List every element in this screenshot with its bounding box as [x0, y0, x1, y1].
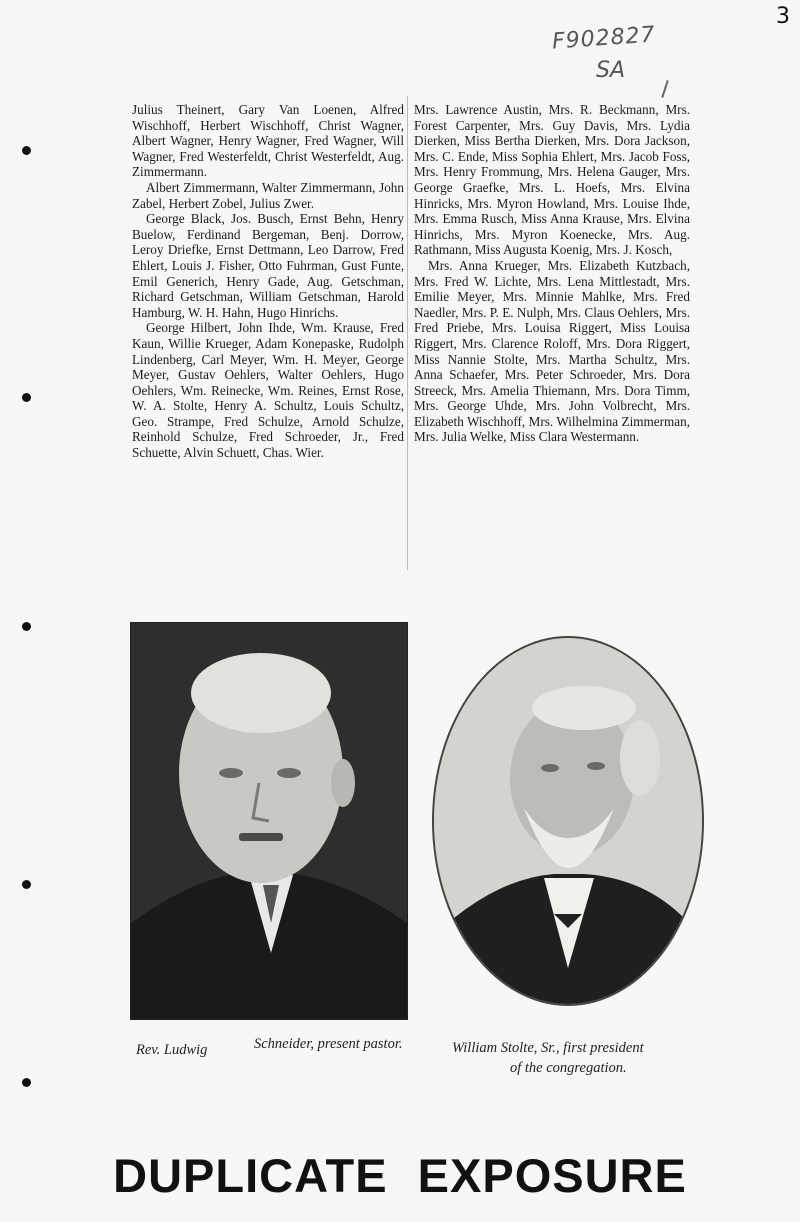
column-divider	[407, 96, 408, 570]
page-number: 3	[776, 4, 790, 29]
name-paragraph: George Hilbert, John Ihde, Wm. Krause, Fred Kaun, Willie Krueger, Adam Konepaske, Rudolph Lindenberg, Carl Meyer, Wm. H. Meyer, George Meyer, Gustav Oehlers, Walter Oehlers, Hugo Oehlers, Wm. Reinecke, Wm. Reines, Ernst Rose, W. A. Stolte, Henry A. Schultz, Louis Schultz, Geo. Strampe, Fred Schulze, Arnold Schulze, Reinhold Schulze, Fred Schroeder, Jr., Fred Schuette, Alvin Schuett, Chas. Wier.	[132, 320, 404, 461]
name-paragraph: Mrs. Lawrence Austin, Mrs. R. Beckmann, Mrs. Forest Carpenter, Mrs. Guy Davis, Mrs. Lydia Dierken, Miss Bertha Dierken, Mrs. Dora Jackson, Mrs. C. Ende, Miss Sophia Ehlert, Mrs. Jacob Foss, Mrs. Henry Frommung, Mrs. Helena Gauger, Mrs. George Graefke, Mrs. L. Hoefs, Mrs. Elvina Hinricks, Mrs. Myron Howland, Mrs. Louise Ihde, Mrs. Emma Rusch, Miss Anna Krause, Mrs. Elvina Hinrichs, Mrs. Myron Koenecke, Mrs. Aug. Rathmann, Miss Augusta Koenig, Mrs. J. Kosch,	[414, 102, 690, 258]
portrait-photo-pastor	[130, 622, 408, 1020]
name-paragraph: Albert Zimmermann, Walter Zimmermann, John Zabel, Herbert Zobel, Julius Zwer.	[132, 179, 404, 211]
pencil-tick-mark	[661, 80, 668, 98]
binder-hole-icon	[22, 393, 31, 402]
binder-hole-icon	[22, 146, 31, 155]
left-name-column	[132, 102, 404, 461]
portrait-photo-founder	[432, 636, 704, 1006]
binder-hole-icon	[22, 622, 31, 631]
caption-right-name: William Stolte, Sr., first president	[452, 1040, 644, 1056]
duplicate-exposure-stamp: DUPLICATE EXPOSURE	[113, 1149, 687, 1202]
caption-left-description: Schneider, present pastor.	[254, 1036, 403, 1052]
name-paragraph: George Black, Jos. Busch, Ernst Behn, Henry Buelow, Ferdinand Bergeman, Benj. Dorrow, Leroy Driefke, Ernst Dettmann, Leo Darrow, Fred Ehlert, Louis J. Fisher, Otto Fuhrman, Gust Funte, Emil Generich, Henry Gade, Aug. Getschman, Richard Getschman, William Getschman, Harold Hamburg, W. H. Hahn, Hugo Hinrichs.	[132, 211, 404, 320]
archive-id-handwritten: F902827	[551, 22, 657, 55]
name-paragraph: Mrs. Anna Krueger, Mrs. Elizabeth Kutzbach, Mrs. Fred W. Lichte, Mrs. Lena Mittlestadt, Mrs. Emilie Meyer, Mrs. Minnie Mahlke, Mrs. Fred Naedler, Mrs. P. E. Nulph, Mrs. Claus Oehlers, Mrs. Fred Priebe, Mrs. Louisa Riggert, Miss Louisa Riggert, Mrs. Clarence Roloff, Mrs. Dora Riggert, Miss Nannie Stolte, Mrs. Martha Schultz, Mrs. Anna Schaefer, Mrs. Peter Schroeder, Mrs. Dora Streeck, Mrs. Amelia Thiemann, Mrs. Dora Timm, Mrs. George Uhde, Mrs. John Volbrecht, Mrs. Elizabeth Wischhoff, Mrs. Wilhelmina Zimmerman, Mrs. Julia Welke, Miss Clara Westermann.	[414, 257, 690, 445]
caption-left-name: Rev. Ludwig	[136, 1042, 208, 1058]
right-name-column	[414, 102, 690, 445]
pastor-portrait-icon	[131, 623, 407, 1019]
binder-hole-icon	[22, 880, 31, 889]
archive-sub-handwritten: SA	[596, 58, 626, 83]
caption-right-description: of the congregation.	[510, 1060, 627, 1076]
name-paragraph: Julius Theinert, Gary Van Loenen, Alfred Wischhoff, Herbert Wischhoff, Christ Wagner, Albert Wagner, Henry Wagner, Fred Wagner, Will Wagner, Fred Westerfeldt, Christ Westerfeldt, Aug. Zimmermann.	[132, 102, 404, 180]
binder-hole-icon	[22, 1078, 31, 1087]
founder-portrait-icon	[434, 638, 702, 1004]
